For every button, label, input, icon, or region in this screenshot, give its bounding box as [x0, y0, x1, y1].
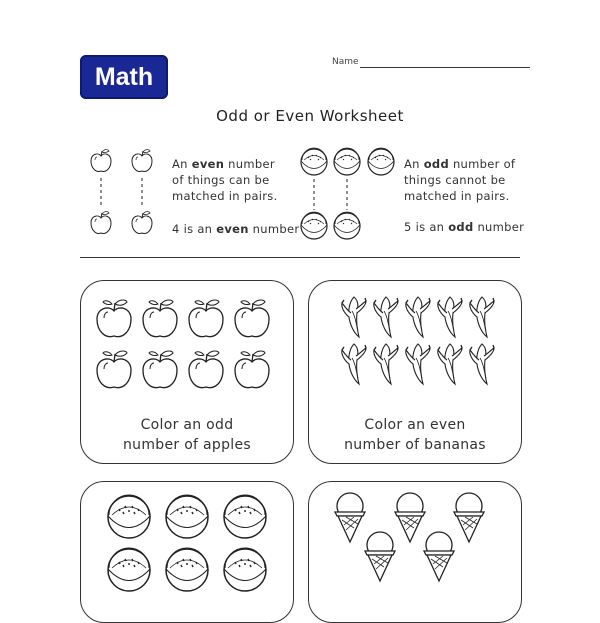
melons-exercise-card — [80, 481, 294, 623]
icecream-grid — [309, 482, 521, 601]
even-definition: An even number of things can be matched in pairs. — [172, 157, 278, 203]
ice-cream-icon[interactable] — [424, 532, 454, 581]
melon-icon[interactable] — [108, 495, 150, 538]
ice-cream-icon[interactable] — [335, 493, 365, 542]
ice-cream-icon[interactable] — [395, 493, 425, 542]
even-example: 4 is an even number — [172, 222, 300, 236]
apple-icon[interactable] — [235, 351, 269, 388]
bananas-exercise-card — [308, 280, 522, 464]
odd-example: 5 is an odd number — [404, 220, 525, 234]
melon-icon — [301, 148, 327, 175]
melons-grid — [81, 482, 293, 601]
worksheet-title: Odd or Even Worksheet — [216, 107, 404, 125]
section-divider — [80, 257, 520, 258]
apple-icon[interactable] — [97, 351, 131, 388]
banana-icon[interactable] — [438, 344, 462, 384]
ice-cream-icon[interactable] — [365, 532, 395, 581]
banana-icon[interactable] — [342, 297, 366, 337]
banana-icon[interactable] — [438, 297, 462, 337]
apple-icon — [91, 212, 111, 234]
melon-icon[interactable] — [224, 548, 266, 591]
apple-icon[interactable] — [189, 300, 223, 337]
apples-grid — [81, 281, 293, 411]
bananas-grid — [309, 281, 521, 411]
apple-icon — [91, 150, 111, 172]
name-label: Name — [332, 57, 359, 67]
melon-icon[interactable] — [224, 495, 266, 538]
banana-icon[interactable] — [470, 297, 494, 337]
apples-exercise-card — [80, 280, 294, 464]
melon-icon — [334, 148, 360, 175]
banana-icon[interactable] — [374, 297, 398, 337]
apple-icon[interactable] — [143, 300, 177, 337]
melon-icon — [368, 148, 394, 175]
icecream-exercise-card — [308, 481, 522, 623]
banana-icon[interactable] — [374, 344, 398, 384]
apples-instruction: Color an odd number of apples — [123, 417, 251, 453]
melon-icon[interactable] — [166, 495, 208, 538]
ice-cream-icon[interactable] — [454, 493, 484, 542]
melon-icon — [334, 212, 360, 239]
melon-icon[interactable] — [166, 548, 208, 591]
apple-icon — [132, 212, 152, 234]
melon-icon — [301, 212, 327, 239]
apple-icon[interactable] — [189, 351, 223, 388]
banana-icon[interactable] — [342, 344, 366, 384]
apple-icon — [132, 150, 152, 172]
math-subject-badge: Math — [80, 55, 168, 99]
apple-icon[interactable] — [143, 351, 177, 388]
apple-icon[interactable] — [97, 300, 131, 337]
bananas-instruction: Color an even number of bananas — [344, 417, 486, 453]
banana-icon[interactable] — [406, 297, 430, 337]
melon-icon[interactable] — [108, 548, 150, 591]
banana-icon[interactable] — [470, 344, 494, 384]
odd-definition: An odd number of things cannot be matched in pairs. — [404, 157, 516, 203]
apple-icon[interactable] — [235, 300, 269, 337]
banana-icon[interactable] — [406, 344, 430, 384]
